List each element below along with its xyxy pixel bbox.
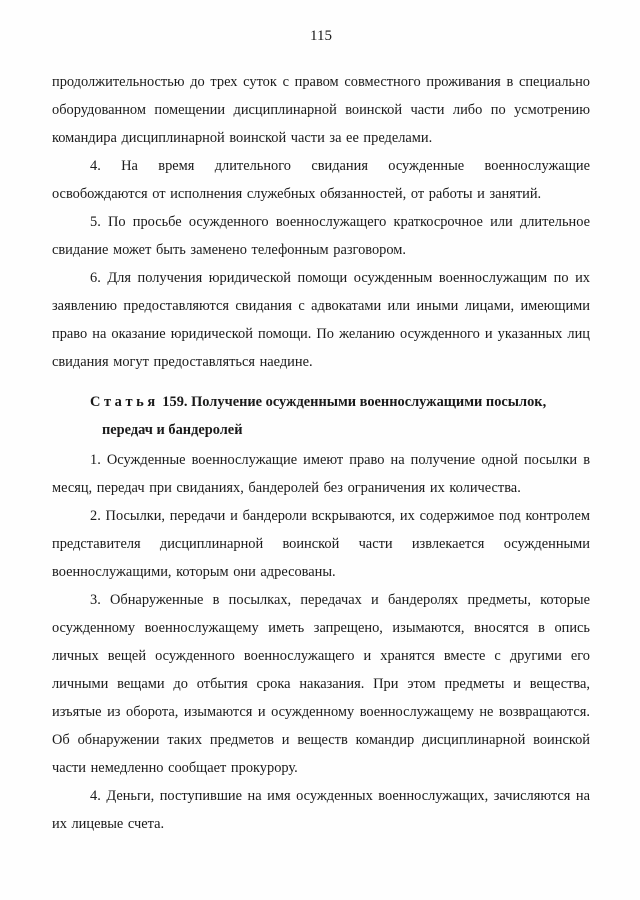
- article-paragraph-4: 4. Деньги, поступившие на имя осужденных военнослужащих, зачисляются на их лицевые счета.: [52, 788, 590, 832]
- article-paragraph-1: 1. Осужденные военнослужащие имеют право на получение одной посылки в месяц, передач при свиданиях, бандеролей без ограничения их количества.: [52, 452, 590, 496]
- article-label: С т а т ь я 159.: [90, 394, 188, 410]
- page-number: 115: [310, 28, 332, 44]
- article-paragraph-3: 3. Обнаруженные в посылках, передачах и бандеролях предметы, которые осужденному военнослужащему иметь запрещено, изымаются, вносятся в опись личных вещей осужденного военнослужащего и хранятся вместе с другими его личными вещами до отбытия срока наказания. При этом предметы и вещества, изъятые из оборота, изымаются и осужденному военнослужащему не возвращаются. Об обнаружении таких предметов и веществ командир дисциплинарной воинской части немедленно сообщает прокурору.: [52, 592, 590, 776]
- article-159-heading: [90, 388, 590, 444]
- paragraph-item-4: 4. На время длительного свидания осужденные военнослужащие освобождаются от исполнения служебных обязанностей, от работы и занятий.: [52, 158, 590, 202]
- paragraph-item-6: 6. Для получения юридической помощи осужденным военнослужащим по их заявлению предоставляются свидания с адвокатами или иными лицами, имеющими право на оказание юридической помощи. По желанию осужденного и указанных лиц свидания могут предоставляться наедине.: [52, 270, 590, 370]
- article-title: Получение осужденными военнослужащими посылок, передач и бандеролей: [102, 394, 547, 438]
- paragraph-continuation: продолжительностью до трех суток с правом совместного проживания в специально оборудованном помещении дисциплинарной воинской части либо по усмотрению командира дисциплинарной воинской части за ее пределами.: [52, 74, 590, 146]
- article-paragraph-2: 2. Посылки, передачи и бандероли вскрываются, их содержимое под контролем представителя дисциплинарной воинской части извлекается осужденными военнослужащими, которым они адресованы.: [52, 508, 590, 580]
- paragraph-item-5: 5. По просьбе осужденного военнослужащего краткосрочное или длительное свидание может быть заменено телефонным разговором.: [52, 214, 590, 258]
